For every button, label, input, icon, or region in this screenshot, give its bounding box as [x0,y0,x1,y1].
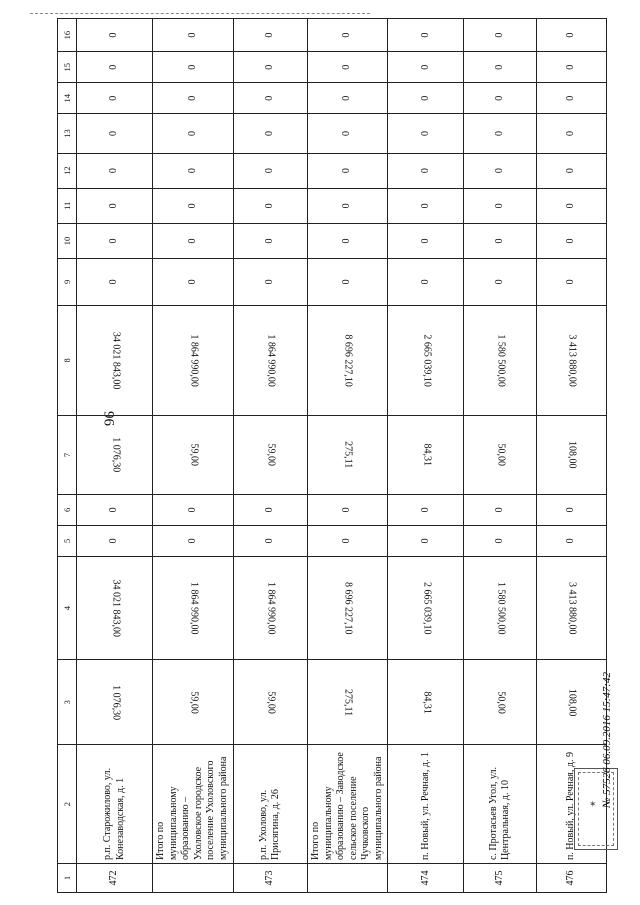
address-cell: Итого по муниципальному образованию – Заводское сельское поселение Чучковского муниципального района [307,745,387,864]
value-cell: 0 [153,52,233,83]
value-cell: 3 413 880,00 [536,556,606,659]
value-cell: 0 [233,525,307,556]
value-cell: 0 [536,19,606,52]
value-cell: 0 [233,153,307,188]
column-header: 5 [58,525,77,556]
value-cell: 0 [77,153,153,188]
value-cell: 1 580 500,00 [464,556,536,659]
value-cell: 0 [464,83,536,114]
value-cell: 0 [536,52,606,83]
table-row [464,19,536,893]
column-header: 1 [58,864,77,893]
table-row [388,19,464,893]
value-cell: 1 864 990,00 [153,556,233,659]
value-cell: 0 [77,114,153,153]
value-cell: 0 [153,153,233,188]
value-cell: 1 864 990,00 [233,556,307,659]
column-header: 9 [58,259,77,306]
address-cell: Итого по муниципальному образованию – Ухоловское городское поселение Ухоловского муниципального района [153,745,233,864]
value-cell: 0 [464,19,536,52]
column-header: 3 [58,660,77,745]
row-number-cell: 474 [388,864,464,893]
row-number-cell [307,864,387,893]
value-cell: 0 [388,188,464,223]
value-cell: 0 [233,223,307,258]
value-cell: 59,00 [233,660,307,745]
column-header: 8 [58,305,77,416]
value-cell: 0 [464,52,536,83]
value-cell: 108,00 [536,416,606,495]
address-cell: р.п. Старожилово, ул. Конезаводская, д. 1 [77,745,153,864]
scan-artifact-line [30,13,370,15]
value-cell: 0 [388,153,464,188]
value-cell: 0 [464,494,536,525]
value-cell: 0 [153,525,233,556]
header-row [58,19,77,893]
value-cell: 0 [77,52,153,83]
value-cell: 0 [536,83,606,114]
value-cell: 0 [464,223,536,258]
value-cell: 0 [464,114,536,153]
value-cell: 275,11 [307,416,387,495]
column-header: 14 [58,83,77,114]
value-cell: 34 021 843,00 [77,556,153,659]
row-number-cell: 475 [464,864,536,893]
value-cell: 0 [233,114,307,153]
value-cell: 0 [307,83,387,114]
value-cell: 0 [388,83,464,114]
row-number-cell: 476 [536,864,606,893]
value-cell: 0 [153,83,233,114]
value-cell: 0 [536,494,606,525]
value-cell: 84,31 [388,660,464,745]
value-cell: 0 [77,223,153,258]
column-header: 13 [58,114,77,153]
value-cell: 0 [153,114,233,153]
value-cell: 0 [388,223,464,258]
value-cell: 0 [307,19,387,52]
value-cell: 1 864 990,00 [233,305,307,416]
value-cell: 0 [464,525,536,556]
value-cell: 0 [307,153,387,188]
table-row [153,19,233,893]
value-cell: 108,00 [536,660,606,745]
value-cell: 2 665 039,10 [388,556,464,659]
column-header: 16 [58,19,77,52]
value-cell: 0 [536,525,606,556]
value-cell: 0 [464,188,536,223]
value-cell: 0 [77,83,153,114]
value-cell: 0 [233,83,307,114]
value-cell: 0 [233,494,307,525]
value-cell: 0 [388,52,464,83]
address-cell: п. Новый, ул. Речная, д. 1 [388,745,464,864]
rotated-table-wrapper [57,18,607,893]
value-cell: 0 [233,188,307,223]
value-cell: 0 [233,19,307,52]
value-cell: 8 696 227,10 [307,556,387,659]
column-header: 11 [58,188,77,223]
value-cell: 50,00 [464,660,536,745]
value-cell: 0 [153,223,233,258]
table-row [77,19,153,893]
value-cell: 0 [307,525,387,556]
value-cell: 0 [307,52,387,83]
value-cell: 0 [464,153,536,188]
row-number-cell [153,864,233,893]
table-row [536,19,606,893]
value-cell: 0 [307,223,387,258]
value-cell: 0 [536,114,606,153]
value-cell: 59,00 [153,416,233,495]
value-cell: 0 [464,259,536,306]
registry-footer [601,672,613,809]
value-cell: 0 [77,259,153,306]
value-cell: 0 [77,525,153,556]
value-cell: 0 [153,188,233,223]
value-cell: 0 [307,114,387,153]
table-row [307,19,387,893]
value-cell: 0 [536,188,606,223]
value-cell: 0 [77,494,153,525]
column-header: 4 [58,556,77,659]
value-cell: 0 [388,19,464,52]
value-cell: 8 696 227,10 [307,305,387,416]
value-cell: 275,11 [307,660,387,745]
address-cell: с. Протасьев Угол, ул. Центральная, д. 10 [464,745,536,864]
value-cell: 3 413 880,00 [536,305,606,416]
data-table [57,18,607,893]
column-header: 10 [58,223,77,258]
column-header: 7 [58,416,77,495]
value-cell: 0 [388,525,464,556]
value-cell: 0 [307,259,387,306]
row-number-cell: 473 [233,864,307,893]
value-cell: 84,31 [388,416,464,495]
value-cell: 0 [233,52,307,83]
registry-number: № 57526 06.09.2016 15:47:42 [601,672,613,808]
value-cell: 34 021 843,00 [77,305,153,416]
table-row [233,19,307,893]
value-cell: 0 [536,259,606,306]
value-cell: 0 [536,153,606,188]
column-header: 2 [58,745,77,864]
column-header: 15 [58,52,77,83]
column-header: 12 [58,153,77,188]
value-cell: 0 [388,114,464,153]
value-cell: 0 [153,259,233,306]
value-cell: 0 [77,19,153,52]
value-cell: 59,00 [153,660,233,745]
address-cell: п. Новый, ул. Речная, д. 9 [536,745,606,864]
value-cell: 0 [536,223,606,258]
value-cell: 0 [77,188,153,223]
row-number-cell: 472 [77,864,153,893]
value-cell: 1 580 500,00 [464,305,536,416]
value-cell: 0 [153,494,233,525]
value-cell: 0 [307,188,387,223]
value-cell: 59,00 [233,416,307,495]
value-cell: 0 [388,494,464,525]
value-cell: 2 665 039,10 [388,305,464,416]
value-cell: 1 076,30 [77,416,153,495]
value-cell: 0 [388,259,464,306]
stamp-emblem-icon: ✶ [589,799,597,809]
value-cell: 1 864 990,00 [153,305,233,416]
column-header: 6 [58,494,77,525]
value-cell: 0 [233,259,307,306]
page-number: 96 [100,411,117,426]
value-cell: 0 [153,19,233,52]
value-cell: 1 076,30 [77,660,153,745]
value-cell: 50,00 [464,416,536,495]
address-cell: р.п. Ухолово, ул. Присягина, д. 26 [233,745,307,864]
value-cell: 0 [307,494,387,525]
